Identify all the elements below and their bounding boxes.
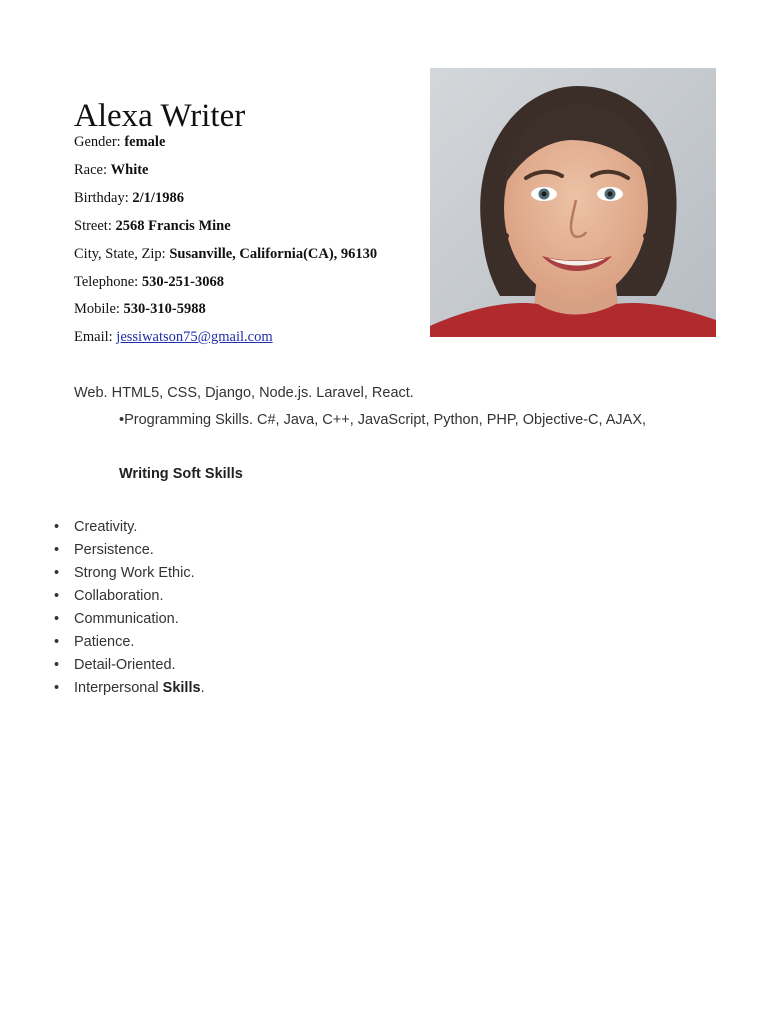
birthday-field bbox=[74, 189, 184, 207]
city-label: City, State, Zip: bbox=[74, 246, 166, 262]
telephone-value: 530-251-3068 bbox=[141, 274, 225, 290]
mobile-label: Mobile: bbox=[74, 301, 120, 317]
list-item-text: Collaboration. bbox=[74, 588, 164, 604]
city-value: Susanville, California(CA), 96130 bbox=[169, 246, 378, 262]
portrait-photo bbox=[430, 68, 716, 337]
list-item-text bbox=[74, 679, 205, 697]
web-skills-line: Web. HTML5, CSS, Django, Node.js. Laravel, React. bbox=[74, 385, 414, 401]
email-field bbox=[74, 328, 273, 346]
bullet-icon: • bbox=[54, 657, 60, 673]
race-value: White bbox=[110, 162, 149, 178]
list-item-text-start: Interpersonal bbox=[74, 680, 163, 696]
gender-field bbox=[74, 133, 165, 151]
birthday-value: 2/1/1986 bbox=[132, 190, 184, 206]
telephone-label: Telephone: bbox=[74, 274, 139, 290]
street-value: 2568 Francis Mine bbox=[115, 218, 231, 234]
bullet-icon: • bbox=[54, 634, 60, 650]
bullet-icon: • bbox=[54, 519, 60, 535]
gender-label: Gender: bbox=[74, 134, 121, 150]
city-state-zip-field bbox=[74, 245, 377, 263]
email-label: Email: bbox=[74, 329, 113, 345]
race-label: Race: bbox=[74, 162, 108, 178]
list-item-text: Detail-Oriented. bbox=[74, 657, 176, 673]
bullet-icon: • bbox=[54, 611, 60, 627]
bullet-icon: • bbox=[54, 680, 60, 696]
list-item-text: Strong Work Ethic. bbox=[74, 565, 195, 581]
list-item-text: Creativity. bbox=[74, 519, 138, 535]
street-field bbox=[74, 217, 231, 235]
email-link[interactable]: jessiwatson75@gmail.com bbox=[116, 329, 273, 345]
bullet-icon: • bbox=[54, 542, 60, 558]
list-item-text-end: . bbox=[200, 680, 205, 696]
gender-value: female bbox=[124, 134, 166, 150]
programming-skills-line: •Programming Skills. C#, Java, C++, JavaScript, Python, PHP, Objective-C, AJAX, bbox=[119, 412, 647, 428]
list-item-text: Persistence. bbox=[74, 542, 154, 558]
mobile-field bbox=[74, 300, 206, 318]
portrait-illustration bbox=[430, 68, 716, 337]
street-label: Street: bbox=[74, 218, 112, 234]
birthday-label: Birthday: bbox=[74, 190, 129, 206]
bullet-icon: • bbox=[54, 565, 60, 581]
resume-name: Alexa Writer bbox=[74, 98, 246, 134]
race-field bbox=[74, 161, 149, 179]
mobile-value: 530-310-5988 bbox=[123, 301, 206, 317]
bullet-icon: • bbox=[54, 588, 60, 604]
telephone-field bbox=[74, 273, 224, 291]
list-item-text-bold: Skills bbox=[162, 680, 201, 696]
list-item-text: Communication. bbox=[74, 611, 179, 627]
soft-skills-heading: Writing Soft Skills bbox=[119, 466, 243, 482]
list-item-text: Patience. bbox=[74, 634, 135, 650]
